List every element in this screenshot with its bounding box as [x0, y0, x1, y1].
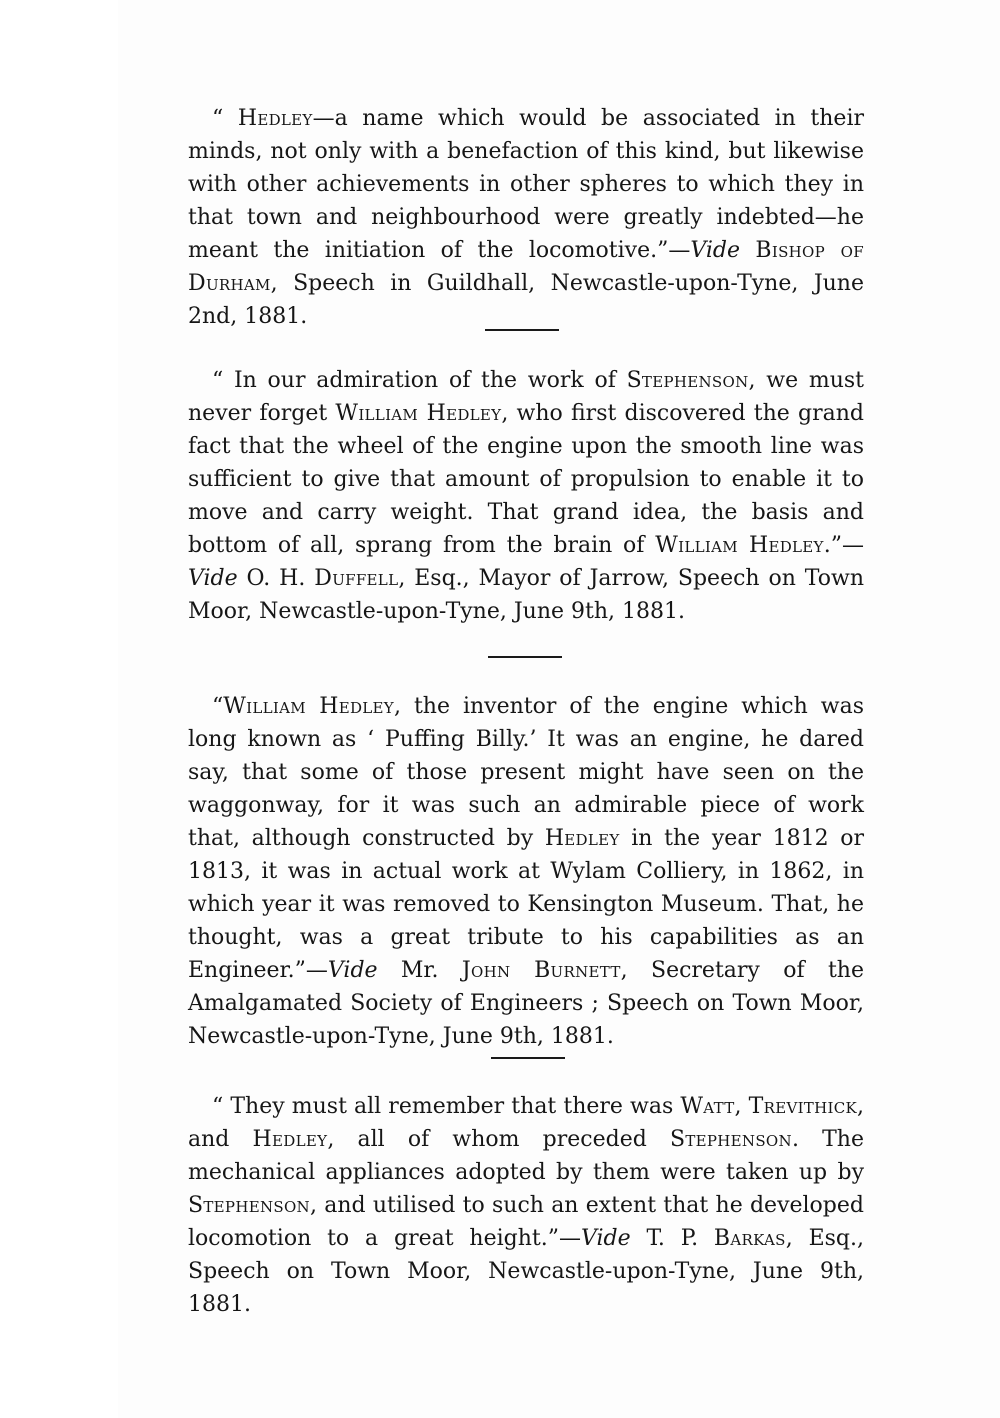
quote-text: T. P. — [630, 1226, 714, 1251]
name-small-caps: William Hedley — [223, 694, 394, 719]
quote-text: —a name which would be associated in their minds, not only with a benefaction of this kind, but likewise with other achievements in other spheres to which they in that town and neighbourhood were greatly indebted—he meant the initiation of the locomotive.”— — [188, 106, 865, 263]
quote-text: , Speech in Guildhall, Newcastle-upon-Tyne, June 2nd, 1881. — [188, 271, 864, 329]
quote-text: , and — [188, 1094, 864, 1152]
quote-text: , Secretary of the Amalgamated Society of Engineers ; Speech on Town Moor, Newcastle-upon-Tyne, June 9th, 1881. — [188, 958, 864, 1049]
quote-text: , the inventor of the engine which was long known as ‘ Puffing Billy.’ It was an engine, he dared say, that some of those present might have seen on the waggonway, for it was such an admirable piece of work that, although constructed by — [188, 694, 864, 851]
quote-text: , who first discovered the grand fact that the wheel of the engine upon the smooth line was sufficient to give that amount of propulsion to enable it to move and carry weight. That grand idea, the basis and bottom of all, sprang from the brain of — [188, 401, 864, 558]
name-small-caps: William Hedley — [655, 533, 824, 558]
page-gutter — [0, 0, 118, 1418]
name-small-caps: Barkas — [713, 1226, 786, 1251]
quote-text: , Esq., Mayor of Jarrow, Speech on Town Moor, Newcastle-upon-Tyne, June 9th, 1881. — [188, 566, 864, 624]
name-small-caps: Hedley — [252, 1127, 328, 1152]
section-divider — [485, 329, 559, 331]
name-small-caps: Stephenson — [669, 1127, 792, 1152]
name-small-caps: Bishop of Durham — [188, 238, 864, 296]
name-small-caps: Stephenson — [626, 368, 749, 393]
quote-duffell — [188, 364, 864, 628]
quote-text: “ — [212, 106, 238, 131]
quote-text — [740, 238, 755, 263]
quote-barkas — [188, 1090, 864, 1321]
section-divider — [491, 1057, 565, 1059]
name-small-caps: William Hedley — [335, 401, 502, 426]
quote-text: “ In our admiration of the work of — [212, 368, 627, 393]
name-small-caps: Hedley — [544, 826, 620, 851]
name-small-caps: Stephenson — [188, 1193, 310, 1218]
quote-text: “ They must all remember that there was — [212, 1094, 681, 1119]
name-small-caps: John Burnett — [461, 958, 621, 983]
quote-burnett — [188, 690, 864, 1053]
quote-bishop-of-durham — [188, 102, 864, 333]
vide-italic: Vide — [188, 566, 238, 591]
quote-text: .”— — [823, 533, 864, 558]
section-divider — [488, 656, 562, 658]
quote-text: “ — [212, 694, 224, 719]
quote-text: in the year 1812 or 1813, it was in actual work at Wylam Colliery, in 1862, in which year it was removed to Kensington Museum. That, he thought, was a great tribute to his capabilities as an Engineer.”— — [188, 826, 865, 983]
name-small-caps: Watt — [680, 1094, 735, 1119]
quote-text: , we must never forget — [188, 368, 864, 426]
vide-italic: Vide — [580, 1226, 631, 1251]
name-small-caps: Duffell — [314, 566, 399, 591]
vide-italic: Vide — [327, 958, 378, 983]
quote-text: . The mechanical appliances adopted by them were taken up by — [188, 1127, 864, 1185]
quote-text: O. H. — [237, 566, 315, 591]
quote-text: Mr. — [377, 958, 462, 983]
name-small-caps: Hedley — [237, 106, 313, 131]
quote-text: , all of whom preceded — [327, 1127, 670, 1152]
name-small-caps: Trevithick — [748, 1094, 857, 1119]
quote-text: , Esq., Speech on Town Moor, Newcastle-upon-Tyne, June 9th, 1881. — [188, 1226, 864, 1317]
quote-text: , — [734, 1094, 749, 1119]
quote-text: , and utilised to such an extent that he developed locomotion to a great height.”— — [188, 1193, 864, 1251]
vide-italic: Vide — [690, 238, 740, 263]
